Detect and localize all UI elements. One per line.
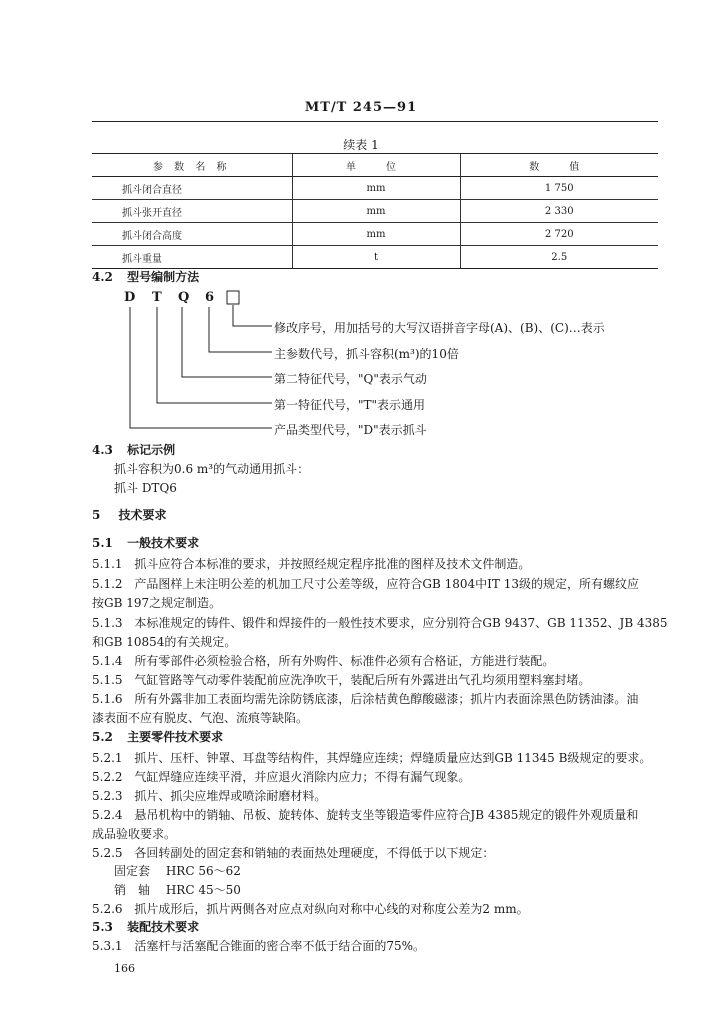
clause-5-1-6 — [92, 690, 638, 707]
section-number: 5.3 — [92, 920, 113, 934]
param-name: 抓斗重量 — [92, 246, 292, 269]
clause-5-2-3 — [92, 787, 326, 804]
clause-5-3-1 — [92, 937, 425, 954]
clause-text: 气缸管路等气动零件装配前应洗净吹干，装配后所有外露进出气孔均须用塑料塞封堵。 — [134, 673, 591, 687]
bracket-line-product-type — [130, 307, 272, 428]
param-name: 抓斗闭合直径 — [92, 177, 292, 200]
bracket-line-revision — [233, 305, 272, 326]
clause-text: 产品图样上未注明公差的机加工尺寸公差等级，应符合GB 1804中IT 13级的规定，所有螺纹应 — [134, 577, 639, 591]
clause-number: 5.2.2 — [92, 770, 123, 784]
section-5-2-heading — [92, 728, 223, 745]
clause-text: 悬吊机构中的销轴、吊板、旋转体、旋转支坐等锻造零件应符合JB 4385规定的锻件外观质量和 — [134, 808, 639, 822]
bracket-line-main-param — [209, 307, 272, 352]
code-label-first-feature: 第一特征代号，"T"表示通用 — [274, 398, 426, 412]
clause-5-2-1 — [92, 749, 651, 766]
section-4-3-heading — [92, 441, 175, 458]
clause-5-2-5 — [92, 844, 494, 861]
clause-5-2-2 — [92, 768, 470, 785]
clause-text: 活塞杆与活塞配合锥面的密合率不低于结合面的75%。 — [134, 939, 426, 953]
section-title: 主要零件技术要求 — [127, 730, 224, 744]
section-number: 5.2 — [92, 730, 113, 744]
section-title: 技术要求 — [118, 508, 167, 522]
clause-number: 5.2.5 — [92, 846, 123, 860]
section-title: 标记示例 — [127, 443, 176, 457]
clause-text: 抓片、压杆、钟罩、耳盘等结构件，其焊缝应连续；焊缝质量应达到GB 11345 B级规定的要求。 — [134, 751, 652, 765]
clause-5-1-1 — [92, 555, 530, 572]
clause-5-2-6 — [92, 900, 529, 917]
page-number: 166 — [114, 962, 135, 975]
clause-5-1-6-continued: 漆表面不应有脱皮、气泡、流痕等缺陷。 — [92, 711, 309, 725]
clause-text: 抓斗应符合本标准的要求，并按照经规定程序批准的图样及技术文件制造。 — [134, 557, 531, 571]
example-description: 抓斗容积为0.6 m³的气动通用抓斗： — [114, 462, 310, 476]
column-header: 参 数 名 称 — [92, 154, 292, 177]
code-label-second-feature: 第二特征代号，"Q"表示气动 — [274, 372, 427, 386]
code-label-revision: 修改序号，用加括号的大写汉语拼音字母(A)、(B)、(C)…表示 — [274, 321, 605, 335]
section-number: 5.1 — [92, 536, 113, 550]
example-code: 抓斗 DTQ6 — [114, 481, 177, 495]
code-letter-t: T — [152, 290, 162, 305]
param-unit: mm — [292, 223, 460, 246]
hardness-part: 销 轴 — [114, 883, 151, 897]
clause-number: 5.1.2 — [92, 577, 123, 591]
revision-box — [227, 291, 239, 304]
table-caption: 续表 1 — [343, 138, 379, 152]
clause-5-1-3 — [92, 614, 668, 631]
clause-number: 5.2.4 — [92, 808, 123, 822]
param-unit: mm — [292, 200, 460, 223]
clause-number: 5.1.5 — [92, 673, 123, 687]
clause-number: 5.2.1 — [92, 751, 123, 765]
clause-number: 5.2.6 — [92, 902, 123, 916]
bracket-line-second-feature — [182, 307, 272, 377]
hardness-value: HRC 45～50 — [165, 883, 241, 897]
bracket-line-first-feature — [157, 307, 272, 403]
section-number: 4.2 — [92, 270, 113, 284]
clause-text: 抓片、抓尖应堆焊或喷涂耐磨材料。 — [134, 789, 327, 803]
clause-5-1-2-continued: 按GB 197之规定制造。 — [92, 596, 222, 610]
param-name: 抓斗张开直径 — [92, 200, 292, 223]
clause-text: 抓片成形后，抓片两侧各对应点对纵向对称中心线的对称度公差为2 mm。 — [134, 902, 529, 916]
param-value: 1 750 — [460, 177, 658, 200]
clause-number: 5.2.3 — [92, 789, 123, 803]
param-unit: t — [292, 246, 460, 269]
section-title: 型号编制方法 — [127, 270, 200, 284]
hardness-fixed-sleeve — [114, 862, 241, 879]
section-number: 4.3 — [92, 443, 113, 457]
clause-5-1-4 — [92, 652, 554, 669]
column-header: 单 位 — [292, 154, 460, 177]
clause-text: 各回转副处的固定套和销轴的表面热处理硬度，不得低于以下规定： — [134, 846, 495, 860]
param-unit: mm — [292, 177, 460, 200]
param-value: 2 720 — [460, 223, 658, 246]
hardness-pin — [114, 881, 241, 898]
clause-number: 5.3.1 — [92, 939, 123, 953]
section-title: 装配技术要求 — [127, 920, 200, 934]
code-digit-6: 6 — [205, 290, 215, 305]
code-letter-q: Q — [178, 290, 190, 305]
section-5-3-heading — [92, 918, 199, 935]
code-letter-d: D — [124, 290, 136, 305]
clause-number: 5.1.1 — [92, 557, 123, 571]
clause-number: 5.1.4 — [92, 654, 123, 668]
code-label-main-param: 主参数代号，抓斗容积(m³)的10倍 — [274, 347, 459, 361]
param-name: 抓斗闭合高度 — [92, 223, 292, 246]
section-number: 5 — [92, 508, 101, 522]
hardness-part: 固定套 — [114, 864, 151, 878]
clause-5-2-4 — [92, 806, 638, 823]
hardness-value: HRC 56～62 — [165, 864, 241, 878]
clause-5-2-4-continued: 成品验收要求。 — [92, 827, 177, 841]
column-header: 数 值 — [460, 154, 658, 177]
clause-text: 气缸焊缝应连续平滑，并应退火消除内应力；不得有漏气现象。 — [134, 770, 471, 784]
clause-text: 所有零部件必须检验合格，所有外购件、标准件必须有合格证，方能进行装配。 — [134, 654, 555, 668]
section-title: 一般技术要求 — [127, 536, 200, 550]
clause-5-1-5 — [92, 671, 590, 688]
param-value: 2.5 — [460, 246, 658, 269]
clause-number: 5.1.3 — [92, 616, 123, 630]
clause-number: 5.1.6 — [92, 692, 123, 706]
param-value: 2 330 — [460, 200, 658, 223]
section-5-1-heading — [92, 534, 199, 551]
code-label-product-type: 产品类型代号，"D"表示抓斗 — [274, 423, 427, 437]
standard-code: MT/T 245—91 — [304, 100, 418, 115]
clause-text: 本标准规定的铸件、锻件和焊接件的一般性技术要求，应分别符合GB 9437、GB 11352、JB 4385 — [134, 616, 668, 630]
clause-text: 所有外露非加工表面均需先涂防锈底漆，后涂桔黄色醇酸磁漆；抓片内表面涂黑色防锈油漆。油 — [134, 692, 639, 706]
clause-5-1-3-continued: 和GB 10854的有关规定。 — [92, 635, 237, 649]
clause-5-1-2 — [92, 575, 639, 592]
section-5-heading — [92, 506, 167, 523]
